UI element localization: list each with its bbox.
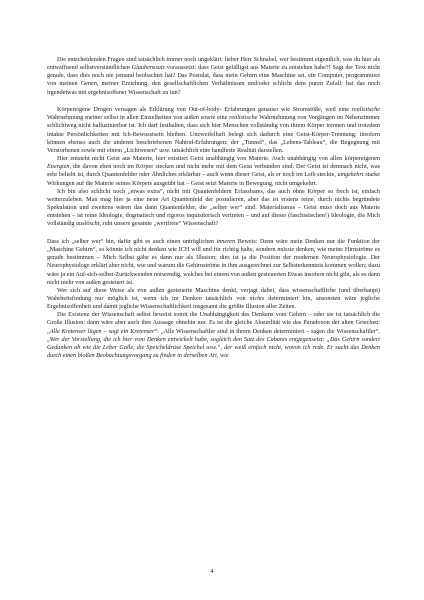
text-run: voraussetzt: dass Geist gefälligst aus Materie zu entstehen habe?! Sagt der Text nicht gerade, dass dies noch nie jemand beobachtet hat? Das Postulat, dass mein Gehirn eine Maschine sei, ein Computer, programmiert von meinen Genen, meiner Erziehung, den gesellschaftlichen Verhältnissen und/oder schlicht dem puren Zufall: hat das noch irgendetwas mit ergebnisoffener Wissenschaft zu tun? xyxy=(47,64,381,96)
paragraph xyxy=(47,106,380,155)
paragraph xyxy=(47,155,380,188)
text-run: “: „Alle Wissenschaftler sind in ihrem Denken determiniert – sagen die Wissenschaftler“. „ xyxy=(47,327,381,343)
italic-text: Energien xyxy=(47,163,70,171)
text-run: Beweis: Denn wäre mein Denken nur die Funktion der „Maschine Gehirn“, so könnte ich nicht denken wie ICH will und für richtig halte, sondern xyxy=(47,237,381,254)
italic-text: nichts xyxy=(249,295,265,302)
paragraph xyxy=(47,56,380,97)
italic-text: auslöscht xyxy=(76,220,100,228)
text-run: starke Wirkungen auf die Materie seines Körpers ausgeübt hat – Geist setzt Materie in Bewegung, nicht umgekehrt. xyxy=(47,171,380,187)
italic-text: Alle Kretenser lügen – sagt ein Kretenser xyxy=(49,327,155,335)
text-run: , ruht unsere gesamte „wertfreie“ Wissenschaft? xyxy=(99,220,219,228)
body-text xyxy=(47,56,380,360)
text-run: Wer sich auf diese Weise als von außen gesteuerte Maschine denkt, verjagt dabei, dass wissenschaftliche (und überhaupt) Wahrheitsfindung nur möglich ist, wenn ich im Denken tatsächlich von xyxy=(47,286,380,302)
text-run: Körpereigene Drogen versagen als Erklärung von Out-of-body- Erfahrungen genauso wie Stromstöße, weil eine xyxy=(57,106,352,114)
text-run: denken, wie meine Hirnströme es gerade bestimmen – Mich Selbst gäbe es dann nur als Illusion; dies ist ja die Position der modernen Neurophysiologie. Der Neurophysiologe erklärt aber nicht, wie und warum die Gehirnströme in ihm ausgerechnet zur Selbsterkenntnis kommen wollen; dazu wäre ja ein Auf-sich-selbst-Zurückwenden notwendig, welches bei einem von außen gesteuerten Etwas insofern nicht gibt, als es dann nicht mehr von außen gesteuert ist. xyxy=(47,246,380,286)
text-run: Ich bin also schlicht noch „etwas extra“, nicht mit Quantenfeldern Erfassbares, das auch ohne Körper so frech ist, einfach weiterzuleben. Man mag hier ja eine neue Art Quantenfeld der postulieren, aber das ist erstens reine, durch nichts begründete Spekulation und zweitens wären das dann Quantenfelder, die „selber wer“ sind. Materialismus – Geist xyxy=(47,187,380,212)
text-run: Hier entsteht nicht Geist aus Materie, hier existiert Geist unabhängig von Materie. Auch unabhängig von allen körpereigenen xyxy=(57,155,380,163)
paragraph xyxy=(47,311,380,360)
page-number: 4 xyxy=(210,568,214,575)
italic-text: realistische xyxy=(229,114,258,122)
text-run: Die entscheidenden Fragen sind tatsächlich immer noch ungeklärt: lieber Herr Schnabel, wer bestimmt eigentlich, was du hier als entwaffnend selbstverständlichen xyxy=(47,56,380,72)
italic-text: Wer der Vorstellung, die ich hier vom Denken entwickelt habe, sogleich den Satz des Cabanis entgegensetzt: „Das Gehirn sondert Gedanken ab wie die Leber Galle, die Speicheldrüse Speichel usw.“, der weiß einfach nicht, wovon ich rede. Er sucht das Denken durch einen bloßen Beobachtungsvorgang zu finden in derselben Art, wie xyxy=(47,335,380,360)
text-run: doch aus Materie entstehen – ist reine Ideologie, dogmatisch und rigoros inquisitorisch vertreten – und auf dieser (faschistischen!) Ideologie, die Mich vollständig xyxy=(47,204,381,228)
paragraph xyxy=(47,188,380,229)
italic-text: realistische xyxy=(351,106,380,114)
italic-text: inneren xyxy=(216,237,236,245)
text-run: Dass ich „selber wer“ bin, dafür gibt es auch einen untrüglichen xyxy=(47,237,217,245)
text-run: Wahrnehmung von Vorgängen im Nebenzimmer schlichtweg nicht halluzinierbar ist. Ich darf festhalten, dass sich hier Menschen vollständig von ihrem Körper trennen und trotzdem intakte Persönlichkeiten mit Ich-Bewusstsein bleiben. Unzweifelhaft belegt sich dadurch eine Geist-Körper-Trennung; insofern können ebenso auch die anderen beschriebenen Nahtod-Erfahrungen: der „Tunnel“, das „Lebens-Tableau“, die Begegnung mit Verstorbenen sowie mit einem „Lichtwesen“ usw. tatsächlich eine handfeste Realität darstellen. xyxy=(47,114,380,154)
italic-text: muss xyxy=(319,204,333,212)
paragraph xyxy=(47,287,380,311)
italic-text: müsste xyxy=(277,246,295,254)
paragraph xyxy=(47,238,380,287)
text-run: determiniert bin, ansonsten wäre jegliche Ergebnisoffenheit und damit jegliche Wissenschaftlichkeit insgesamt die größte Illusion aller Zeiten. xyxy=(47,295,380,311)
text-run: Wahrnehmung meiner selbst in allen Einzelheiten von außen sowie eine xyxy=(47,114,230,122)
text-run: , die davon eben noch im Körper stecken und nicht mehr mit dem Geist verbunden sind. Der Geist ist demnach nicht, was sehr beliebt ist, durch Quantenfelder oder Ähnliches erklärbar – auch wenn dieser Geist, als er noch im Leib steckte, xyxy=(47,163,380,179)
italic-text: umgekehrt xyxy=(337,171,364,179)
text-run: Die Existenz der Wissenschaft selbst beweist somit die Unabhängigkeit des Denkens vom Gehirn – oder sie ist tatsächlich die Große Illusion: dann wäre aber auch ihre Aussage ohnehin nur. Es ist die gleiche Absurdität wie das Paradoxon der alten Griechen: „ xyxy=(47,311,380,335)
italic-text: Glaubenssatz xyxy=(131,64,165,72)
